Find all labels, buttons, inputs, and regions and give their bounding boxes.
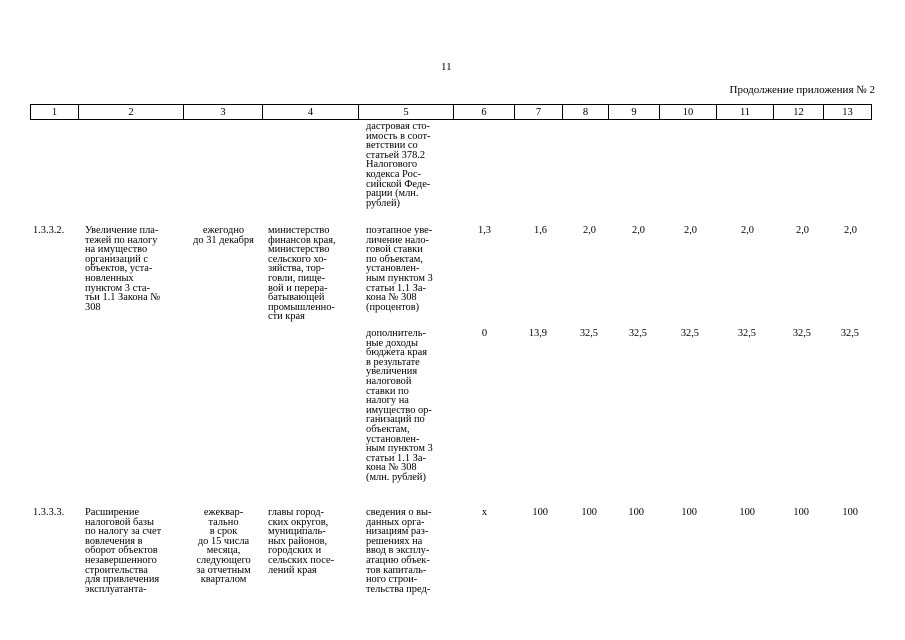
indicator-value: 0 (481, 328, 488, 339)
indicator-value: 1,6 (534, 225, 547, 236)
indicator-value: 100 (739, 507, 755, 518)
col-header-13: 13 (824, 104, 872, 120)
indicator-value: 2,0 (844, 225, 857, 236)
indicator-value: 2,0 (583, 225, 596, 236)
col-header-8: 8 (563, 104, 609, 120)
measure-term: ежегодно до 31 декабря (193, 225, 254, 246)
col-header-7: 7 (515, 104, 563, 120)
col-header-10: 10 (660, 104, 717, 120)
col-header-3: 3 (184, 104, 263, 120)
indicator-name: дополнитель- ные доходы бюджета края в результате увеличения налоговой ставки по налогу на имущество ор- ганизаций по объектам, установлен- ным пунктом 3 статьи 1.1 За- кона № 308 (млн. рублей) (366, 328, 433, 483)
col-header-4: 4 (263, 104, 359, 120)
measure-name: Увеличение пла- тежей по налогу на имущество организаций с объектов, уста- новленных пунктом 3 ста- тьи 1.1 Закона № 308 (85, 225, 161, 313)
indicator-value: 32,5 (840, 328, 859, 339)
measure-name: Расширение налоговой базы по налогу за счет вовлечения в оборот объектов незавершенного строительства для привлечения эксплуатанта- (85, 507, 162, 595)
indicator-value: 100 (793, 507, 809, 518)
row-number: 1.3.3.2. (33, 225, 65, 236)
indicator-name: сведения о вы- данных орга- низациям раз- решениях на ввод в эксплу- атацию объек- тов капиталь- ного строи- тельства пред- (366, 507, 432, 595)
indicator-value: х (481, 507, 488, 518)
col-header-11: 11 (717, 104, 774, 120)
indicator-value: 100 (681, 507, 697, 518)
carryover-indicator: дастровая сто- имость в соот- ветствии со статьей 378.2 Налогового кодекса Рос- сийской Феде- рации (млн. рублей) (366, 121, 431, 209)
col-header-2: 2 (79, 104, 184, 120)
measure-executor: министерство финансов края, министерство сельского хо- зяйства, тор- говли, пище- вой и перера- батывающей промышленно- сти края (268, 225, 336, 323)
indicator-value: 2,0 (632, 225, 645, 236)
indicator-value: 2,0 (684, 225, 697, 236)
measure-executor: главы город- ских округов, муниципаль- ных районов, городских и сельских посе- лений края (268, 507, 335, 576)
col-header-6: 6 (454, 104, 515, 120)
col-header-1: 1 (30, 104, 79, 120)
indicator-value: 100 (532, 507, 548, 518)
indicator-value: 32,5 (680, 328, 699, 339)
indicator-value: 2,0 (741, 225, 754, 236)
indicator-value: 32,5 (628, 328, 647, 339)
col-header-9: 9 (609, 104, 660, 120)
page-number: 11 (441, 61, 452, 73)
row-number: 1.3.3.3. (33, 507, 65, 518)
col-header-12: 12 (774, 104, 824, 120)
indicator-value: 100 (842, 507, 858, 518)
indicator-value: 100 (581, 507, 597, 518)
measure-term: ежеквар- тально в срок до 15 числа месяца, следующего за отчетным кварталом (196, 507, 251, 586)
indicator-value: 2,0 (796, 225, 809, 236)
indicator-name: поэтапное уве- личение нало- говой ставки по объектам, установлен- ным пунктом 3 статьи 1.1 За- кона № 308 (процентов) (366, 225, 433, 313)
continuation-title: Продолжение приложения № 2 (729, 84, 875, 96)
indicator-value: 1,3 (478, 225, 491, 236)
col-header-5: 5 (359, 104, 454, 120)
indicator-value: 100 (628, 507, 644, 518)
indicator-value: 32,5 (792, 328, 811, 339)
indicator-value: 13,9 (528, 328, 547, 339)
indicator-value: 32,5 (579, 328, 598, 339)
indicator-value: 32,5 (737, 328, 756, 339)
